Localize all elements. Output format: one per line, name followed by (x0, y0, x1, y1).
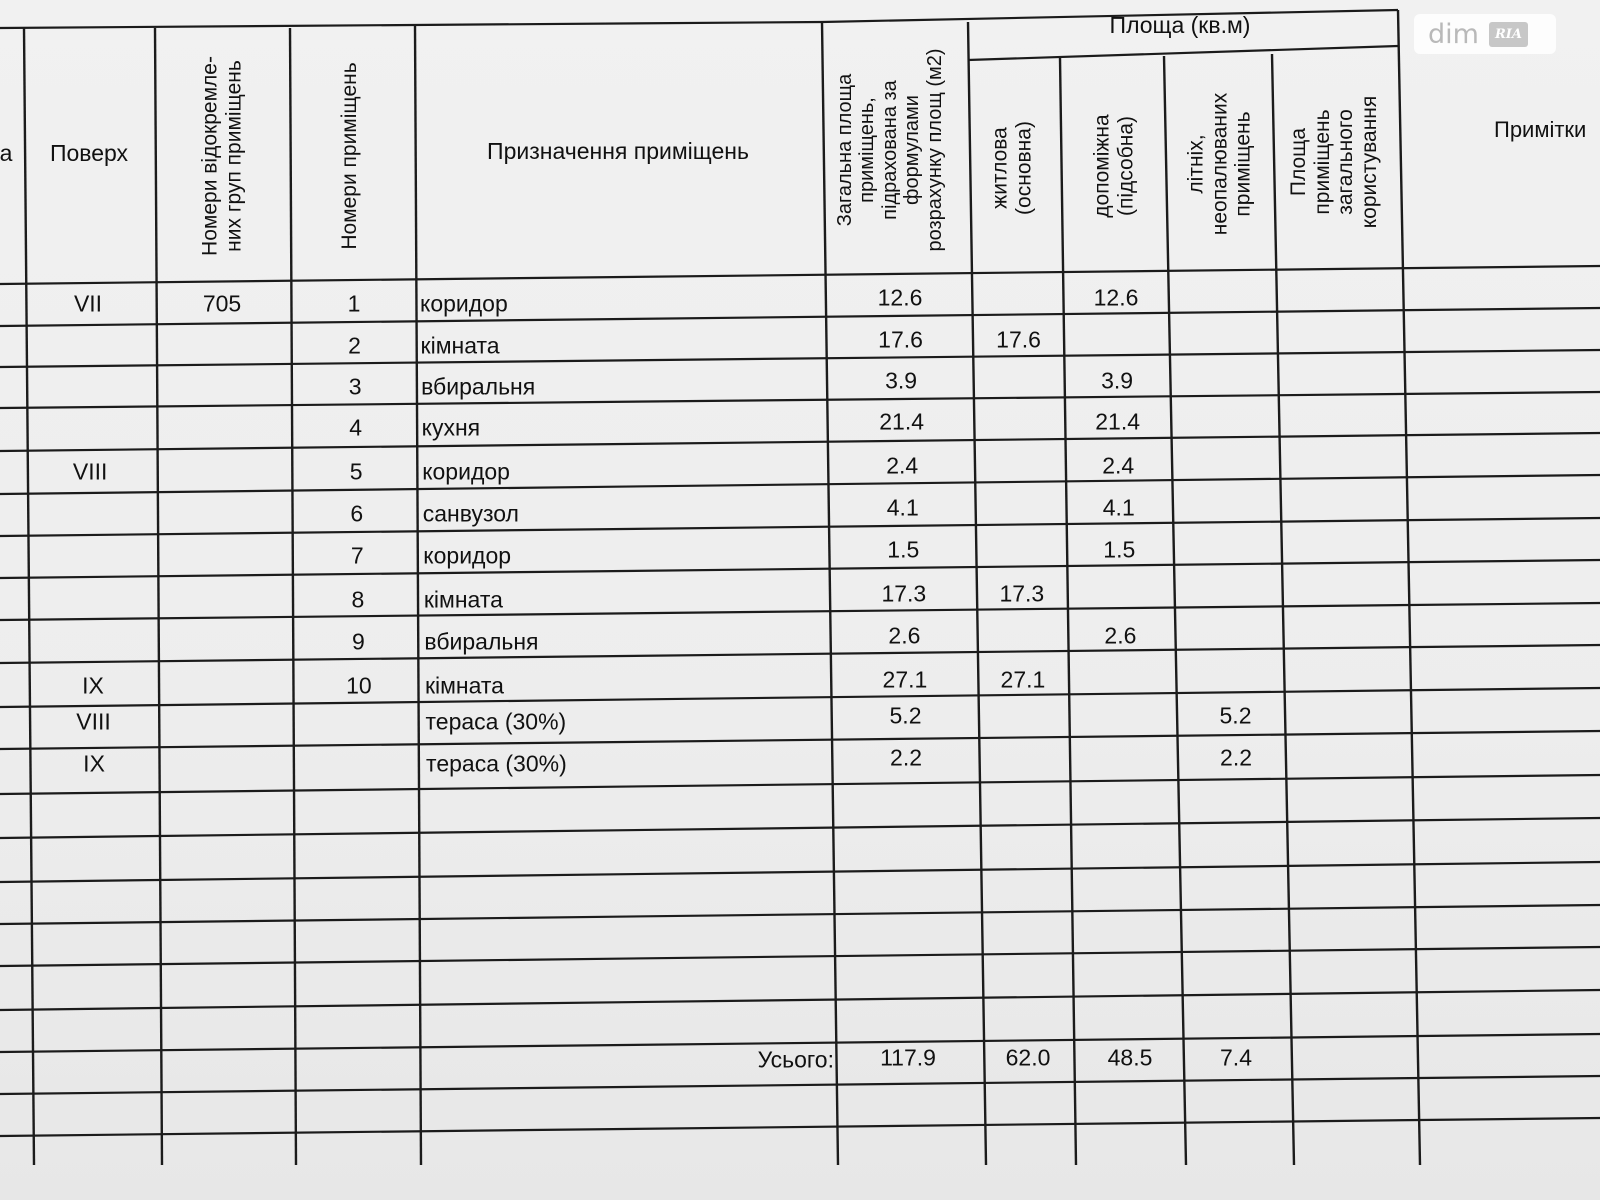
cell-aux: 4.1 (1102, 494, 1135, 521)
header-col0-fragment: а (0, 140, 13, 167)
grid-hline-13 (0, 818, 1600, 838)
cell-purpose: тераса (30%) (426, 750, 567, 777)
totals-living: 62.0 (1005, 1044, 1051, 1071)
cell-floor: VII (73, 290, 103, 317)
cell-total: 2.2 (890, 744, 923, 771)
cell-total: 17.3 (881, 580, 927, 607)
grid-hline-14 (0, 862, 1600, 882)
cell-purpose: вбиральня (421, 373, 536, 400)
cell-aux: 21.4 (1095, 408, 1141, 435)
cell-purpose: коридор (420, 290, 508, 317)
cell-num: 10 (346, 672, 372, 699)
cell-living: 17.6 (996, 326, 1041, 353)
cell-num: 2 (348, 332, 361, 359)
grid-hline-0 (0, 266, 1600, 284)
totals-label: Усього: (757, 1046, 834, 1073)
grid-hline-10 (0, 688, 1600, 707)
header-purpose: Призначення приміщень (487, 138, 749, 165)
cell-total: 21.4 (879, 408, 925, 435)
totals-summer: 7.4 (1220, 1044, 1252, 1071)
cell-floor: VIII (76, 708, 111, 735)
grid-hline-2 (0, 350, 1600, 367)
cell-living: 17.3 (999, 580, 1045, 607)
cell-total: 27.1 (882, 666, 928, 693)
cell-num: 7 (350, 542, 364, 569)
header-area-group: Площа (кв.м) (1109, 12, 1251, 39)
header-notes: Примітки (1494, 117, 1587, 142)
grid-hline-6 (0, 518, 1600, 536)
grid-hline-4 (0, 433, 1600, 451)
grid-top-left (0, 22, 822, 28)
cell-num: 6 (350, 500, 364, 527)
cell-aux: 2.6 (1104, 622, 1137, 649)
header-auxiliary: допоміжна (підсобна) (1090, 114, 1137, 218)
grid-hline-11 (0, 731, 1600, 749)
watermark-text: dim (1428, 18, 1479, 50)
cell-num: 9 (351, 628, 365, 655)
cell-num: 8 (351, 586, 365, 613)
cell-num: 4 (349, 414, 363, 441)
cell-num: 3 (348, 373, 362, 400)
cell-summer: 5.2 (1219, 702, 1252, 729)
header-room-numbers: Номери приміщень (338, 62, 362, 250)
header-common: Площа приміщень загального користування (1286, 95, 1381, 229)
grid-hline-20 (0, 1118, 1600, 1136)
cell-purpose: вбиральня (424, 628, 539, 655)
grid-hline-12 (0, 775, 1600, 794)
cell-purpose: коридор (422, 458, 510, 485)
cell-total: 5.2 (889, 702, 922, 729)
cell-total: 1.5 (887, 536, 920, 563)
grid-hline-3 (0, 392, 1600, 408)
cell-purpose: кімната (424, 672, 504, 699)
cell-living: 27.1 (1000, 666, 1046, 693)
totals-total: 117.9 (880, 1044, 936, 1071)
watermark-badge: RIA (1489, 22, 1528, 47)
cell-floor: IX (83, 750, 105, 777)
cell-aux: 2.4 (1102, 452, 1135, 479)
cell-total: 4.1 (886, 494, 919, 521)
grid-hline-16 (0, 947, 1600, 966)
header-floor: Поверх (49, 140, 129, 167)
cell-purpose: тераса (30%) (425, 708, 567, 735)
cell-total: 2.6 (888, 622, 921, 649)
cell-num: 1 (347, 290, 361, 317)
grid-hline-15 (0, 905, 1600, 924)
cell-total: 12.6 (877, 284, 923, 311)
header-group-numbers: Номери відокремле- них груп приміщень (198, 56, 245, 256)
cell-purpose: кухня (421, 414, 481, 441)
grid-hline-8 (0, 603, 1600, 620)
grid-area-group-divider (968, 46, 1398, 60)
cell-total: 2.4 (886, 452, 919, 479)
grid-vline-0 (24, 28, 34, 1165)
grid-hline-9 (0, 645, 1600, 663)
cell-purpose: санвузол (422, 500, 519, 527)
grid-vline-3 (415, 26, 421, 1165)
cell-purpose: кімната (423, 586, 503, 613)
grid-vline-5 (968, 22, 986, 1165)
cell-total: 17.6 (878, 326, 923, 353)
header-living: житлова (основна) (988, 121, 1035, 215)
grid-hline-5 (0, 475, 1600, 494)
grid-vline-2 (290, 28, 296, 1165)
cell-num: 5 (349, 458, 363, 485)
header-summer: літніх, неопалюваних приміщень (1184, 92, 1255, 236)
cell-purpose: кімната (420, 332, 500, 359)
watermark-logo (1414, 14, 1556, 54)
cell-aux: 1.5 (1103, 536, 1136, 563)
totals-auxiliary: 48.5 (1107, 1044, 1153, 1071)
grid-vline-1 (155, 28, 162, 1165)
cell-aux: 3.9 (1101, 367, 1134, 394)
header-total-area: Загальна площа приміщень, підрахована за формулами розрахунку площ (м2) (834, 48, 946, 252)
cell-group: 705 (202, 290, 242, 317)
cell-summer: 2.2 (1220, 744, 1253, 771)
grid-vline-6 (1060, 58, 1076, 1165)
cell-purpose: коридор (423, 542, 512, 569)
cell-floor: VIII (72, 458, 108, 485)
grid-vline-7 (1164, 56, 1186, 1165)
grid-hline-17 (0, 990, 1600, 1010)
cell-aux: 12.6 (1093, 284, 1139, 311)
grid-hline-7 (0, 560, 1600, 578)
grid-hline-19 (0, 1076, 1600, 1094)
cell-floor: IX (82, 672, 104, 699)
cell-total: 3.9 (885, 367, 918, 394)
